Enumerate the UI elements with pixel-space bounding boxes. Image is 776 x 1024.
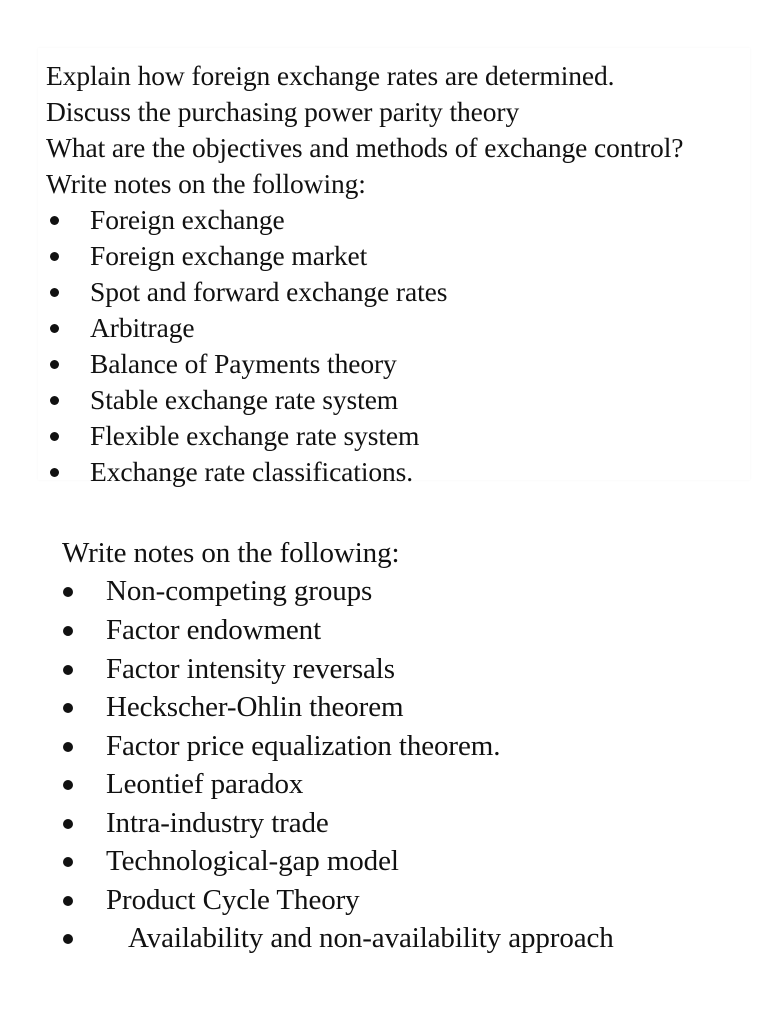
question-line: Discuss the purchasing power parity theory (46, 96, 520, 127)
list-item: Flexible exchange rate system (90, 420, 420, 451)
list-item: Factor intensity reversals (106, 653, 395, 685)
bullet-icon (50, 468, 59, 477)
bullet-icon (63, 742, 73, 752)
question-panel-1 (38, 48, 750, 487)
notes-heading: Write notes on the following: (46, 168, 366, 199)
list-item: Balance of Payments theory (90, 348, 397, 379)
list-item: Leontief paradox (106, 768, 304, 800)
bullet-icon (63, 665, 73, 675)
notes-heading: Write notes on the following: (62, 537, 400, 569)
bullet-icon (50, 216, 59, 225)
list-item: Availability and non-availability approach (128, 922, 614, 954)
question-line: What are the objectives and methods of exchange control? (46, 132, 684, 163)
list-item: Non-competing groups (106, 575, 373, 607)
list-item: Stable exchange rate system (90, 384, 399, 415)
list-item: Technological-gap model (106, 845, 399, 877)
bullet-icon (63, 819, 73, 829)
list-item: Arbitrage (90, 312, 195, 343)
question-panel-2 (52, 528, 748, 966)
bullet-icon (50, 360, 59, 369)
list-item: Product Cycle Theory (106, 884, 360, 916)
bullet-icon (50, 432, 59, 441)
bullet-icon (50, 252, 59, 261)
bullet-icon (63, 780, 73, 790)
bullet-icon (63, 857, 73, 867)
list-item: Heckscher-Ohlin theorem (106, 691, 404, 723)
list-item: Factor price equalization theorem. (106, 730, 501, 762)
bullet-icon (63, 934, 73, 944)
bullet-icon (63, 896, 73, 906)
list-item: Exchange rate classifications. (90, 456, 414, 487)
list-item: Foreign exchange market (90, 240, 368, 271)
list-item: Foreign exchange (90, 204, 285, 235)
question-line: Explain how foreign exchange rates are determined. (46, 60, 615, 91)
bullet-icon (50, 288, 59, 297)
bullet-icon (50, 396, 59, 405)
list-item: Spot and forward exchange rates (90, 276, 448, 307)
bullet-icon (63, 626, 73, 636)
bullet-icon (63, 587, 73, 597)
bullet-icon (63, 703, 73, 713)
list-item: Intra-industry trade (106, 807, 329, 839)
bullet-icon (50, 324, 59, 333)
list-item: Factor endowment (106, 614, 322, 646)
